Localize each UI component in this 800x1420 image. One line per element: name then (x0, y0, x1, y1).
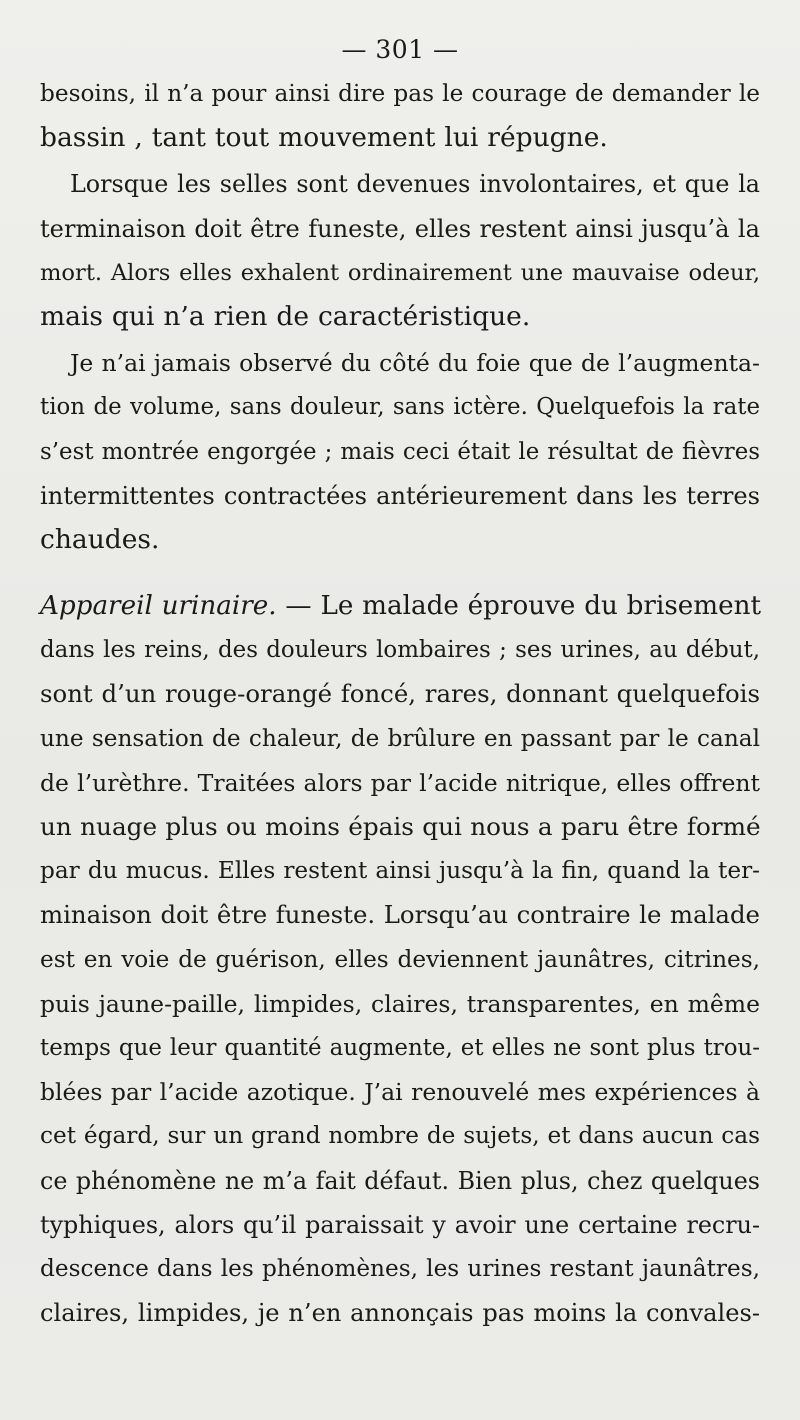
text-line: sont d’un rouge-orangé foncé, rares, donnant quelquefois (40, 679, 760, 709)
text-line: de l’urèthre. Traitées alors par l’acide nitrique, elles offrent (40, 768, 760, 797)
section-first-line-text: — Le malade éprouve du brisement (276, 591, 761, 622)
text-line: terminaison doit être funeste, elles restent ainsi jusqu’à la (40, 214, 760, 243)
text-line: dans les reins, des douleurs lombaires ; ses urines, au début, (40, 637, 760, 664)
text-line: chaudes. (40, 523, 160, 555)
text-line: besoins, il n’a pour ainsi dire pas le courage de demander le (40, 80, 760, 107)
text-line: cet égard, sur un grand nombre de sujets, et dans aucun cas (40, 1122, 760, 1150)
paragraph-1 (40, 72, 760, 160)
text-line: intermittentes contractées antérieurement dans les terres (40, 481, 760, 510)
text-line: temps que leur quantité augmente, et elles ne sont plus trou- (40, 1034, 760, 1061)
text-line: est en voie de guérison, elles deviennent jaunâtres, citrines, (40, 945, 760, 973)
text-line: blées par l’acide azotique. J’ai renouvelé mes expériences à (40, 1078, 760, 1107)
text-line: par du mucus. Elles restent ainsi jusqu’à la fin, quand la ter- (40, 857, 760, 885)
paragraph-2 (40, 162, 760, 339)
text-line: s’est montrée engorgée ; mais ceci était le résultat de fièvres (40, 438, 760, 465)
text-line: Lorsque les selles sont devenues involontaires, et que la (70, 170, 760, 199)
text-line: typhiques, alors qu’il paraissait y avoir une certaine recru- (40, 1210, 760, 1239)
text-line: claires, limpides, je n’en annonçais pas moins la convales- (40, 1299, 760, 1328)
text-line: minaison doit être funeste. Lorsqu’au contraire le malade (40, 900, 760, 930)
paragraph-appareil-urinaire (40, 584, 760, 1335)
text-line: ce phénomène ne m’a fait défaut. Bien plus, chez quelques (40, 1166, 760, 1195)
text-line: descence dans les phénomènes, les urines restant jaunâtres, (40, 1254, 760, 1282)
text-line: mort. Alors elles exhalent ordinairement une mauvaise odeur, (40, 259, 760, 286)
text-line: bassin , tant tout mouvement lui répugne. (40, 122, 608, 154)
section-heading: Appareil urinaire. (40, 591, 277, 622)
text-line: tion de volume, sans douleur, sans ictère. Quelquefois la rate (40, 394, 760, 421)
text-line: Je n’ai jamais observé du côté du foie que de l’augmenta- (70, 349, 760, 378)
paragraph-3 (40, 341, 760, 562)
text-line: mais qui n’a rien de caractéristique. (40, 300, 531, 332)
text-line: puis jaune-paille, limpides, claires, transparentes, en même (40, 989, 760, 1018)
section-first-line (40, 584, 760, 628)
text-line: un nuage plus ou moins épais qui nous a paru être formé (40, 812, 761, 841)
page-number: — 301 — (341, 35, 459, 64)
text-line: une sensation de chaleur, de brûlure en passant par le canal (40, 724, 760, 752)
